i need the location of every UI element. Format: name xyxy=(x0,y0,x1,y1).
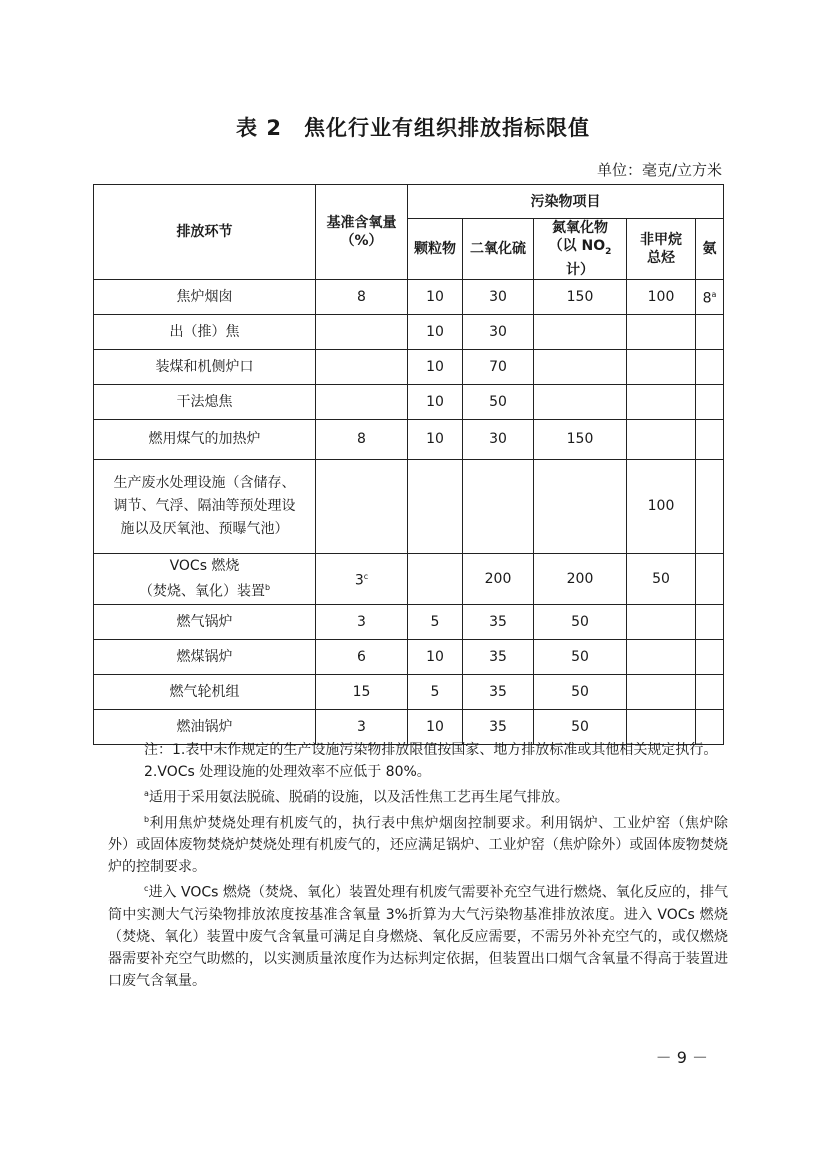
row-name: 出（推）焦 xyxy=(94,314,316,349)
cell-nh3 xyxy=(696,419,724,459)
table-notes xyxy=(108,739,728,992)
cell-nmhc xyxy=(627,314,696,349)
header-nmhc-line1: 非甲烷 xyxy=(640,231,682,248)
cell-oxygen: 3 xyxy=(316,604,408,639)
row-name-line: 生产废水处理设施（含储存、 xyxy=(113,474,296,491)
table-row xyxy=(94,459,724,553)
cell-nmhc xyxy=(627,604,696,639)
row-name-line: 施以及厌氧池、预曝气池） xyxy=(120,520,289,537)
cell-nmhc xyxy=(627,419,696,459)
cell-nh3 xyxy=(696,639,724,674)
cell-nh3-value: 8 xyxy=(702,290,712,307)
row-name: 燃用煤气的加热炉 xyxy=(94,419,316,459)
cell-nh3 xyxy=(696,279,724,314)
unit-label: 单位：毫克/立方米 xyxy=(596,161,722,179)
cell-pm: 10 xyxy=(408,639,463,674)
cell-nh3 xyxy=(696,459,724,553)
header-nox-line1: 氮氧化物 xyxy=(552,220,608,236)
cell-nmhc: 100 xyxy=(627,279,696,314)
row-name-line: 调节、气浮、隔油等预处理设 xyxy=(113,497,296,514)
cell-oxygen: 15 xyxy=(316,674,408,709)
cell-oxygen: 3 xyxy=(316,709,408,744)
header-nmhc-line2: 总烃 xyxy=(647,249,675,266)
cell-so2: 70 xyxy=(463,349,534,384)
cell-pm: 10 xyxy=(408,384,463,419)
table-row xyxy=(94,349,724,384)
table-title: 表 2 焦化行业有组织排放指标限值 xyxy=(236,116,590,140)
note-2: 2.VOCs 处理设施的处理效率不应低于 80%。 xyxy=(144,764,431,780)
cell-so2: 35 xyxy=(463,674,534,709)
note-b-text: 利用焦炉焚烧处理有机废气的，执行表中焦炉烟囱控制要求。利用锅炉、工业炉窑（焦炉除外）或固体废物焚烧炉焚烧处理有机废气的，还应满足锅炉、工业炉窑（焦炉除外）或固体废物焚烧炉的控制要求。 xyxy=(108,815,728,876)
cell-nox: 200 xyxy=(534,553,627,604)
note-a-mark: a xyxy=(144,789,149,798)
table-row xyxy=(94,553,724,604)
header-nox-line2a: （以 NO xyxy=(548,238,606,254)
cell-so2: 35 xyxy=(463,709,534,744)
footnote-mark-c: c xyxy=(363,571,369,581)
cell-so2: 35 xyxy=(463,639,534,674)
header-nox-subscript: 2 xyxy=(605,246,612,257)
cell-pm: 10 xyxy=(408,349,463,384)
cell-nh3 xyxy=(696,314,724,349)
note-c xyxy=(108,878,728,992)
cell-nh3 xyxy=(696,349,724,384)
row-name: 装煤和机侧炉口 xyxy=(94,349,316,384)
cell-so2: 200 xyxy=(463,553,534,604)
row-name xyxy=(94,553,316,604)
note-c-text: 进入 VOCs 燃烧（焚烧、氧化）装置处理有机废气需要补充空气进行燃烧、氧化反应的，排气筒中实测大气污染物排放浓度按基准含氧量 3%折算为大气污染物基准排放浓度。进入 VOCs 燃烧（焚烧、氧化）装置中废气含氧量可满足自身燃烧、氧化反应需要，不需另外补充空气的，或仅燃烧器需要补充空气助燃的，以实测质量浓度作为达标判定依据，但装置出口烟气含氧量不得高于装置进口废气含氧量。 xyxy=(108,884,728,989)
header-oxygen xyxy=(316,185,408,280)
note-a xyxy=(108,783,728,809)
cell-so2: 50 xyxy=(463,384,534,419)
cell-pm: 5 xyxy=(408,604,463,639)
cell-nh3 xyxy=(696,604,724,639)
cell-pm: 10 xyxy=(408,279,463,314)
cell-nox: 50 xyxy=(534,604,627,639)
note-a-text: 适用于采用氨法脱硫、脱硝的设施，以及活性焦工艺再生尾气排放。 xyxy=(148,789,569,806)
cell-nox xyxy=(534,314,627,349)
cell-nox: 150 xyxy=(534,419,627,459)
cell-oxygen xyxy=(316,384,408,419)
cell-oxygen: 8 xyxy=(316,279,408,314)
table-row xyxy=(94,604,724,639)
cell-oxygen xyxy=(316,553,408,604)
table-row xyxy=(94,314,724,349)
table-row xyxy=(94,674,724,709)
cell-nox: 150 xyxy=(534,279,627,314)
cell-pm xyxy=(408,553,463,604)
cell-nh3 xyxy=(696,384,724,419)
cell-oxygen-value: 3 xyxy=(354,572,364,589)
header-oxygen-line1: 基准含氧量 xyxy=(326,214,397,231)
cell-so2: 30 xyxy=(463,314,534,349)
footnote-mark-b: b xyxy=(264,582,271,592)
header-nox-line2b: 计） xyxy=(566,261,594,278)
cell-oxygen xyxy=(316,314,408,349)
header-nmhc xyxy=(627,219,696,280)
table-row xyxy=(94,384,724,419)
page-number: － 9 － xyxy=(655,1048,708,1067)
cell-so2: 35 xyxy=(463,604,534,639)
note-b-mark: b xyxy=(144,814,150,824)
table-header-row-1 xyxy=(94,185,724,219)
note-c-mark: c xyxy=(144,884,149,894)
table-row xyxy=(94,419,724,459)
row-name-line: VOCs 燃烧 xyxy=(169,557,240,574)
cell-nox xyxy=(534,459,627,553)
cell-so2 xyxy=(463,459,534,553)
note-1: 注：1.表中未作规定的生产设施污染物排放限值按国家、地方排放标准或其他相关规定执行。 xyxy=(144,742,718,758)
cell-so2: 30 xyxy=(463,279,534,314)
cell-nmhc xyxy=(627,349,696,384)
cell-oxygen xyxy=(316,459,408,553)
cell-nox: 50 xyxy=(534,639,627,674)
row-name: 焦炉烟囱 xyxy=(94,279,316,314)
cell-nmhc xyxy=(627,639,696,674)
row-name xyxy=(94,459,316,553)
cell-nox: 50 xyxy=(534,709,627,744)
cell-pm: 10 xyxy=(408,419,463,459)
row-name: 燃气锅炉 xyxy=(94,604,316,639)
cell-oxygen: 6 xyxy=(316,639,408,674)
header-so2: 二氧化硫 xyxy=(463,219,534,280)
header-nh3: 氨 xyxy=(696,219,724,280)
header-nox xyxy=(534,219,627,280)
row-name-line: （焚烧、氧化）装置 xyxy=(138,583,265,600)
cell-nox: 50 xyxy=(534,674,627,709)
header-oxygen-line2: （%） xyxy=(340,232,383,249)
cell-nh3 xyxy=(696,553,724,604)
header-emission-link: 排放环节 xyxy=(94,185,316,280)
cell-oxygen: 8 xyxy=(316,419,408,459)
cell-nmhc: 50 xyxy=(627,553,696,604)
row-name: 干法熄焦 xyxy=(94,384,316,419)
cell-nox xyxy=(534,384,627,419)
cell-nh3 xyxy=(696,674,724,709)
table-row xyxy=(94,279,724,314)
header-pm: 颗粒物 xyxy=(408,219,463,280)
cell-nmhc xyxy=(627,384,696,419)
cell-so2: 30 xyxy=(463,419,534,459)
note-b xyxy=(108,809,728,879)
header-pollutants: 污染物项目 xyxy=(408,185,724,219)
cell-nmhc: 100 xyxy=(627,459,696,553)
emission-limits-table xyxy=(93,184,724,745)
cell-oxygen xyxy=(316,349,408,384)
cell-nmhc xyxy=(627,674,696,709)
footnote-mark-a: a xyxy=(711,289,717,299)
row-name: 燃煤锅炉 xyxy=(94,639,316,674)
row-name: 燃气轮机组 xyxy=(94,674,316,709)
cell-pm: 5 xyxy=(408,674,463,709)
cell-pm: 10 xyxy=(408,314,463,349)
row-name: 燃油锅炉 xyxy=(94,709,316,744)
cell-pm xyxy=(408,459,463,553)
cell-nox xyxy=(534,349,627,384)
table-row xyxy=(94,639,724,674)
cell-pm: 10 xyxy=(408,709,463,744)
